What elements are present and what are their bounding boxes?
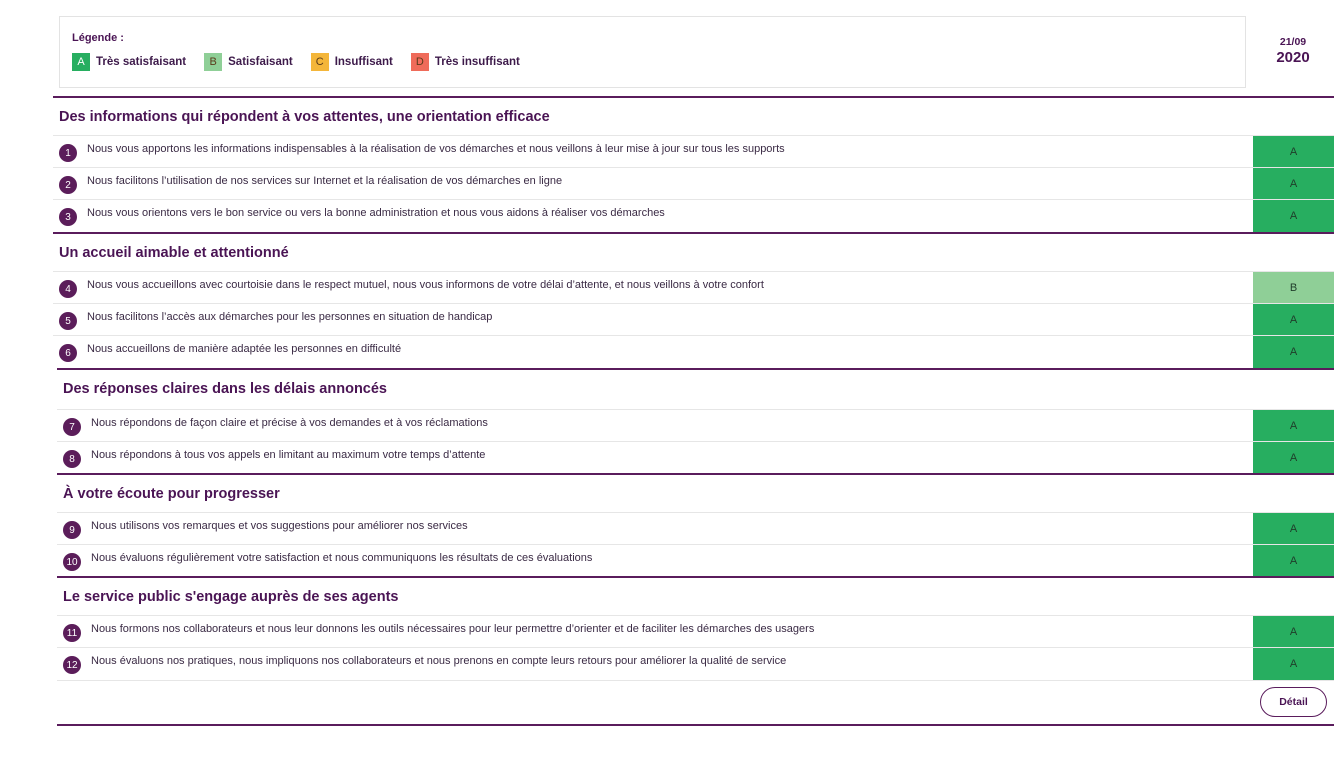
grade-badge: A [1253, 616, 1334, 648]
commitment-text: Nous vous apportons les informations indispensables à la réalisation de vos démarches et nous veillons à leur mise à jour sur tous les supports [87, 143, 785, 155]
commitment-text: Nous répondons à tous vos appels en limitant au maximum votre temps d’attente [91, 449, 486, 461]
legend-swatch-a: A [72, 53, 90, 71]
section-divider [57, 473, 1334, 475]
commitment-number: 8 [63, 450, 81, 468]
section-title: Des réponses claires dans les délais annoncés [63, 381, 387, 397]
commitment-number: 12 [63, 656, 81, 674]
detail-button[interactable]: Détail [1260, 687, 1327, 717]
date-day-month: 21/09 [1279, 36, 1307, 48]
commitment-row [57, 544, 1334, 577]
grade-badge: A [1253, 304, 1334, 336]
legend-label-c: Insuffisant [334, 56, 393, 68]
commitment-number: 6 [59, 344, 77, 362]
commitment-row [53, 167, 1334, 200]
section-divider [57, 368, 1334, 370]
grade-badge: A [1253, 336, 1334, 368]
commitment-number: 11 [63, 624, 81, 642]
commitment-text: Nous utilisons vos remarques et vos suggestions pour améliorer nos services [91, 520, 468, 532]
commitment-text: Nous formons nos collaborateurs et nous leur donnons les outils nécessaires pour leur permettre d’orienter et de faciliter les démarches des usagers [91, 623, 815, 635]
section-divider [57, 576, 1334, 578]
grade-badge: B [1253, 272, 1334, 304]
commitment-row [57, 441, 1334, 474]
commitment-number: 9 [63, 521, 81, 539]
commitment-row [53, 303, 1334, 336]
section-title: Des informations qui répondent à vos attentes, une orientation efficace [59, 109, 550, 125]
commitment-section [57, 368, 1334, 473]
commitment-row [57, 512, 1334, 545]
commitment-row [57, 647, 1334, 680]
commitment-number: 7 [63, 418, 81, 436]
date-year: 2020 [1276, 49, 1310, 66]
commitment-row [53, 135, 1334, 168]
legend-title: Légende : [72, 32, 124, 44]
commitment-number: 2 [59, 176, 77, 194]
commitment-section [57, 576, 1334, 679]
legend-swatch-c: C [311, 53, 329, 71]
commitment-number: 5 [59, 312, 77, 330]
legend-label-d: Très insuffisant [434, 56, 520, 68]
commitment-text: Nous facilitons l’utilisation de nos services sur Internet et la réalisation de vos démarches en ligne [87, 175, 563, 187]
legend-swatch-d: D [411, 53, 429, 71]
evaluation-date [1262, 36, 1324, 66]
commitment-text: Nous accueillons de manière adaptée les personnes en difficulté [87, 343, 402, 355]
legend-item-d [411, 53, 520, 71]
grade-badge: A [1253, 410, 1334, 442]
commitment-number: 1 [59, 144, 77, 162]
grade-badge: A [1253, 136, 1334, 168]
bottom-divider [57, 724, 1334, 726]
legend-item-b [204, 53, 293, 71]
legend-label-a: Très satisfaisant [96, 56, 187, 68]
grade-badge: A [1253, 648, 1334, 680]
commitment-number: 4 [59, 280, 77, 298]
legend-item-a [72, 53, 186, 71]
commitment-number: 3 [59, 208, 77, 226]
section-divider [53, 96, 1334, 98]
grade-badge: A [1253, 545, 1334, 577]
section-title: À votre écoute pour progresser [63, 486, 280, 502]
commitment-text: Nous facilitons l’accès aux démarches pour les personnes en situation de handicap [87, 311, 493, 323]
commitment-row [53, 335, 1334, 368]
commitment-row [57, 615, 1334, 648]
section-title: Un accueil aimable et attentionné [59, 245, 289, 261]
row-divider [57, 680, 1334, 681]
commitment-section [53, 232, 1334, 367]
grade-badge: A [1253, 200, 1334, 232]
commitment-row [53, 199, 1334, 232]
commitment-section [53, 96, 1334, 231]
section-title: Le service public s'engage auprès de ses agents [63, 589, 399, 605]
grade-badge: A [1253, 442, 1334, 474]
legend-items [72, 53, 538, 71]
grade-badge: A [1253, 168, 1334, 200]
grade-badge: A [1253, 513, 1334, 545]
commitment-text: Nous répondons de façon claire et précise à vos demandes et à vos réclamations [91, 417, 488, 429]
commitment-text: Nous vous orientons vers le bon service ou vers la bonne administration et nous vous aidons à réaliser vos démarches [87, 207, 665, 219]
legend-label-b: Satisfaisant [228, 56, 293, 68]
commitment-text: Nous évaluons nos pratiques, nous impliquons nos collaborateurs et nous prenons en compte leurs retours pour améliorer la qualité de service [91, 655, 787, 667]
commitment-section [57, 473, 1334, 576]
commitment-row [57, 409, 1334, 442]
legend-swatch-b: B [204, 53, 222, 71]
commitment-text: Nous vous accueillons avec courtoisie dans le respect mutuel, nous vous informons de votre délai d’attente, et nous veillons à votre confort [87, 279, 764, 291]
section-divider [53, 232, 1334, 234]
legend-item-c [311, 53, 393, 71]
commitment-text: Nous évaluons régulièrement votre satisfaction et nous communiquons les résultats de ces évaluations [91, 552, 593, 564]
legend-panel [59, 16, 1246, 88]
commitment-row [53, 271, 1334, 304]
commitment-number: 10 [63, 553, 81, 571]
